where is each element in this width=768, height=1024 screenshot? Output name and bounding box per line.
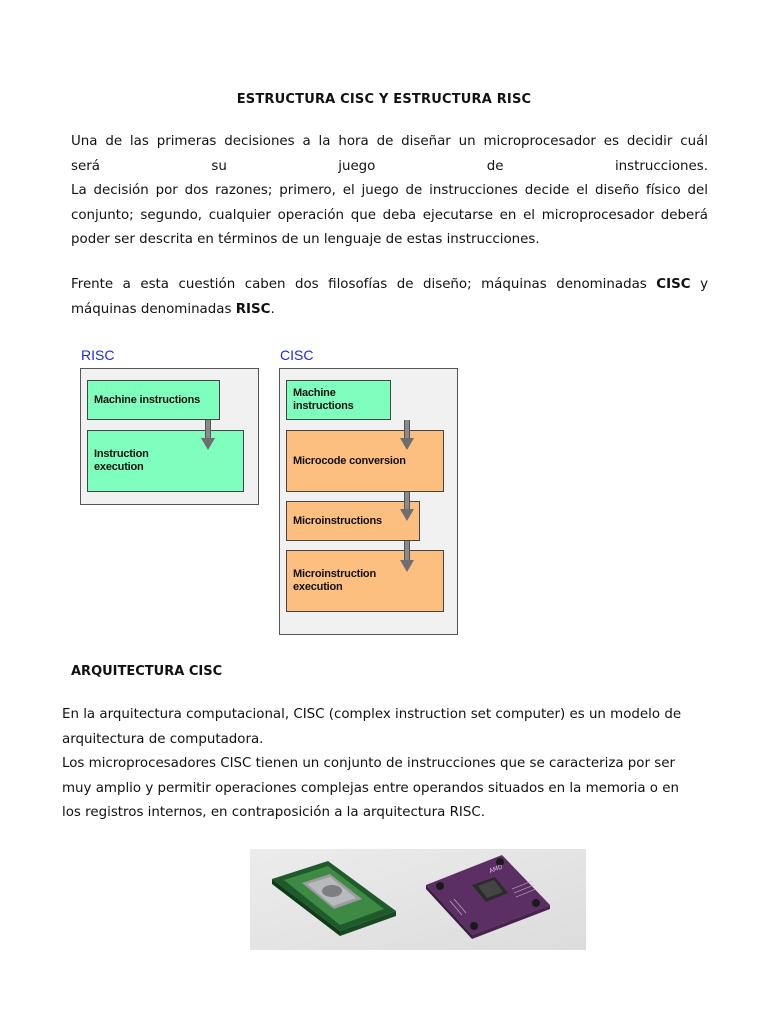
flow-arrow <box>401 420 413 450</box>
paragraph-line: será su juego de instrucciones. <box>71 158 708 174</box>
paragraph-line: Una de las primeras decisiones a la hora de diseñar un microprocesador es decidir cuál <box>71 134 708 149</box>
microcode-conversion-box: Microcode conversion <box>286 430 444 492</box>
text-fragment: y <box>700 277 708 292</box>
cisc-keyword: CISC <box>656 277 691 292</box>
paragraph-line: los registros internos, en contraposición a la arquitectura RISC. <box>62 805 485 820</box>
flow-arrow <box>202 420 214 450</box>
text-fragment: Frente a esta cuestión caben dos filosofías de diseño; máquinas denominadas <box>71 277 647 292</box>
processors-illustration <box>250 849 586 950</box>
philosophies-paragraph <box>71 273 708 322</box>
section-heading: ARQUITECTURA CISC <box>71 664 223 679</box>
chip-brand-label: AMD <box>488 863 504 875</box>
flow-arrow <box>401 492 413 522</box>
paragraph-line: arquitectura de computadora. <box>62 731 264 747</box>
paragraph-line <box>71 298 708 323</box>
paragraph-line: muy amplio y permitir operaciones complejas entre operandos situados en la memoria o en <box>62 780 679 796</box>
risc-keyword: RISC <box>235 301 271 317</box>
cisc-diagram-label: CISC <box>280 347 314 363</box>
paragraph-line: Los microprocesadores CISC tienen un conjunto de instrucciones que se caracteriza por ser <box>62 756 675 771</box>
risc-machine-instructions-box: Machine instructions <box>87 380 220 420</box>
processors-photo <box>250 849 586 950</box>
flow-arrow <box>401 541 413 573</box>
text-fragment: máquinas denominadas <box>71 301 232 317</box>
paragraph-line <box>71 273 708 298</box>
intro-paragraph <box>71 130 708 253</box>
microinstruction-execution-box: Microinstruction execution <box>286 550 444 612</box>
document-title: ESTRUCTURA CISC Y ESTRUCTURA RISC <box>236 92 532 107</box>
paragraph-line: En la arquitectura computacional, CISC (complex instruction set computer) es un modelo de <box>62 707 682 722</box>
paragraph-line: La decisión por dos razones; primero, el juego de instrucciones decide el diseño físico del <box>71 183 708 198</box>
paragraph-line: conjunto; segundo, cualquier operación que deba ejecutarse en el microprocesador deberá <box>71 207 708 223</box>
risc-instruction-execution-box: Instruction execution <box>87 430 244 492</box>
cisc-machine-instructions-box: Machine instructions <box>286 380 391 420</box>
risc-diagram-label: RISC <box>81 347 115 363</box>
text-fragment: . <box>270 301 275 317</box>
paragraph-line: poder ser descrita en términos de un lenguaje de estas instrucciones. <box>71 232 540 247</box>
cisc-paragraph <box>62 703 712 826</box>
microinstructions-box: Microinstructions <box>286 501 420 541</box>
